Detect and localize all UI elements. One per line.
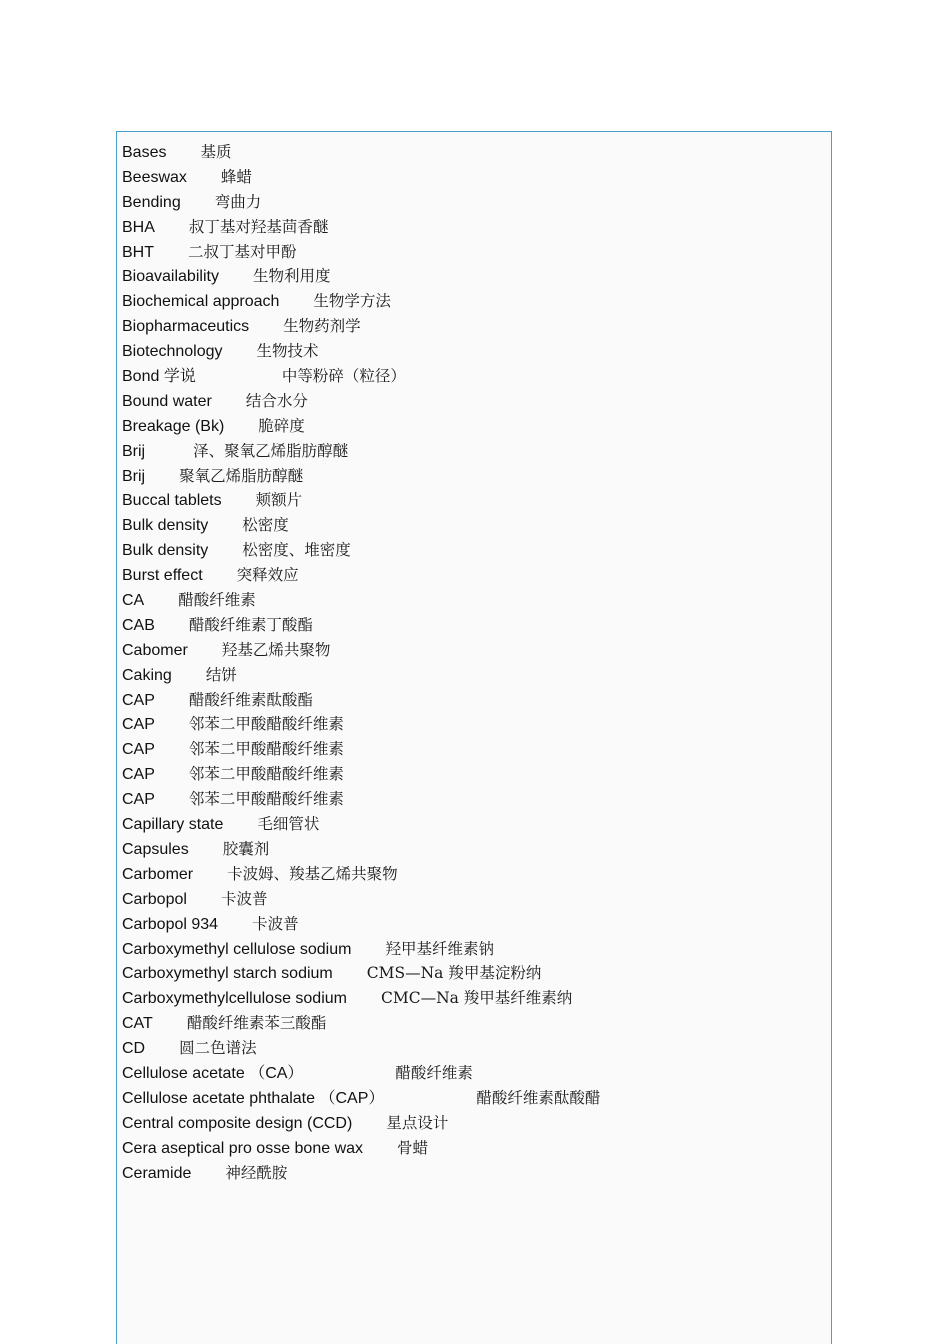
- glossary-term: Carbopol: [122, 890, 187, 908]
- glossary-meaning: 松密度、堆密度: [242, 541, 351, 560]
- glossary-term: Biopharmaceutics: [122, 318, 250, 336]
- glossary-term: Buccal tablets: [122, 492, 222, 510]
- glossary-entry: [122, 912, 600, 937]
- glossary-meaning: 生物利用度: [252, 267, 331, 286]
- glossary-entry: [122, 339, 600, 364]
- glossary-term: Bioavailability: [122, 268, 219, 286]
- glossary-entry: [122, 190, 600, 215]
- glossary-meaning: 突释效应: [236, 566, 299, 585]
- glossary-meaning: 脆碎度: [258, 416, 305, 435]
- glossary-meaning: 胶囊剂: [222, 839, 270, 858]
- glossary-meaning: 聚氧乙烯脂肪醇醚: [179, 466, 304, 485]
- glossary-term: CAP: [122, 691, 155, 709]
- glossary-entry: [122, 314, 600, 339]
- glossary-term: Beeswax: [122, 168, 187, 186]
- glossary-entry: [122, 887, 600, 912]
- glossary-term: CAB: [122, 616, 155, 634]
- glossary-entry: [122, 663, 600, 688]
- glossary-meaning: 毛细管状: [257, 815, 320, 834]
- glossary-term: Brij: [122, 467, 146, 485]
- glossary-meaning: 邻苯二甲酸醋酸纤维素: [188, 715, 344, 734]
- glossary-entry: [122, 588, 600, 613]
- glossary-term: BHA: [122, 218, 155, 236]
- glossary-entry: [122, 289, 600, 314]
- glossary-meaning: 生物技术: [256, 342, 319, 361]
- glossary-entry: [122, 464, 600, 489]
- glossary-meaning: 羟甲基纤维素钠: [385, 939, 494, 958]
- glossary-meaning: 中等粉碎（粒径）: [281, 367, 406, 386]
- glossary-meaning: 生物药剂学: [283, 317, 361, 336]
- glossary-term: Burst effect: [122, 567, 203, 585]
- glossary-meaning: 弯曲力: [214, 192, 262, 211]
- glossary-meaning: 基质: [200, 143, 232, 161]
- glossary-term: Biotechnology: [122, 343, 223, 361]
- glossary-entry: [122, 1011, 600, 1036]
- document-frame: [116, 131, 832, 1344]
- glossary-term: Capillary state: [122, 816, 224, 834]
- glossary-meaning: 蜂蜡: [220, 167, 252, 186]
- glossary-meaning: 松密度: [242, 516, 289, 535]
- glossary-term: CAP: [122, 791, 155, 809]
- glossary-term: Cellulose acetate phthalate （CAP）: [122, 1089, 385, 1107]
- glossary-meaning: 神经酰胺: [225, 1163, 288, 1182]
- glossary-meaning: 卡波普: [252, 914, 299, 933]
- glossary-entry: [122, 812, 600, 837]
- glossary-meaning: 结饼: [205, 665, 237, 684]
- glossary-term: CAP: [122, 716, 155, 734]
- glossary-term: Carbopol 934: [122, 915, 219, 933]
- glossary-entry: [122, 240, 600, 265]
- glossary-meaning: 卡波姆、羧基乙烯共聚物: [227, 864, 398, 883]
- glossary-meaning: CMC—Na 羧甲基纤维素纳: [380, 989, 573, 1008]
- glossary-term: Carboxymethyl cellulose sodium: [122, 940, 352, 958]
- glossary-term: Carboxymethylcellulose sodium: [122, 990, 347, 1008]
- glossary-term: Carboxymethyl starch sodium: [122, 965, 333, 983]
- glossary-entry: [122, 688, 600, 713]
- glossary-entry: [122, 538, 600, 563]
- glossary-meaning: 叔丁基对羟基茴香醚: [188, 217, 329, 236]
- glossary-meaning: 星点设计: [386, 1113, 449, 1132]
- glossary-term: Brij: [122, 442, 146, 460]
- glossary-term: Bond 学说: [122, 368, 196, 386]
- glossary-entry: [122, 414, 600, 439]
- glossary-meaning: 醋酸纤维素酞酸醋: [476, 1088, 601, 1107]
- glossary-meaning: 邻苯二甲酸醋酸纤维素: [188, 790, 344, 809]
- glossary-meaning: 醋酸纤维素: [178, 591, 256, 610]
- glossary-entry: [122, 1086, 600, 1111]
- glossary-entry: [122, 712, 600, 737]
- glossary-entry: [122, 389, 600, 414]
- glossary-meaning: 邻苯二甲酸醋酸纤维素: [188, 765, 344, 784]
- glossary-meaning: 二叔丁基对甲酚: [188, 242, 297, 261]
- glossary-meaning: 生物学方法: [313, 292, 391, 311]
- glossary-term: CAP: [122, 741, 155, 759]
- glossary-meaning: 骨蜡: [397, 1138, 429, 1157]
- glossary-meaning: 邻苯二甲酸醋酸纤维素: [188, 740, 344, 759]
- glossary-meaning: 卡波普: [220, 889, 268, 908]
- glossary-meaning: 醋酸纤维素苯三酸酯: [186, 1014, 327, 1033]
- glossary-term: Bending: [122, 193, 181, 211]
- glossary-entry: [122, 513, 600, 538]
- glossary-term: Biochemical approach: [122, 293, 280, 311]
- glossary-entry: [122, 264, 600, 289]
- glossary-term: Breakage (Bk): [122, 417, 225, 435]
- glossary-term: Bulk density: [122, 542, 209, 560]
- glossary-meaning: 醋酸纤维素: [395, 1063, 473, 1082]
- glossary-meaning: 圆二色谱法: [179, 1039, 257, 1058]
- glossary-list: [122, 140, 600, 1185]
- glossary-term: CAT: [122, 1015, 153, 1033]
- glossary-entry: [122, 1161, 600, 1186]
- glossary-term: Carbomer: [122, 865, 194, 883]
- glossary-term: Cera aseptical pro osse bone wax: [122, 1139, 364, 1157]
- glossary-entry: [122, 937, 600, 962]
- glossary-meaning: 醋酸纤维素丁酸酯: [188, 615, 313, 634]
- glossary-entry: [122, 837, 600, 862]
- glossary-entry: [122, 762, 600, 787]
- glossary-entry: [122, 165, 600, 190]
- glossary-entry: [122, 613, 600, 638]
- glossary-term: Bases: [122, 144, 167, 161]
- glossary-entry: [122, 961, 600, 986]
- glossary-entry: [122, 364, 600, 389]
- glossary-entry: [122, 563, 600, 588]
- glossary-term: Ceramide: [122, 1164, 192, 1182]
- glossary-term: CA: [122, 592, 145, 610]
- glossary-term: BHT: [122, 243, 154, 261]
- glossary-term: Bound water: [122, 392, 212, 410]
- glossary-entry: [122, 1111, 600, 1136]
- glossary-term: Bulk density: [122, 517, 209, 535]
- glossary-entry: [122, 862, 600, 887]
- glossary-term: CAP: [122, 766, 155, 784]
- glossary-term: Cellulose acetate （CA）: [122, 1064, 304, 1082]
- glossary-entry: [122, 1061, 600, 1086]
- glossary-entry: [122, 1036, 600, 1061]
- glossary-meaning: 醋酸纤维素酞酸酯: [188, 690, 313, 709]
- glossary-entry: [122, 737, 600, 762]
- glossary-term: Capsules: [122, 840, 189, 858]
- glossary-meaning: 泽、聚氧乙烯脂肪醇醚: [193, 441, 349, 460]
- glossary-entry: [122, 140, 600, 165]
- glossary-meaning: 结合水分: [245, 391, 308, 410]
- glossary-term: Caking: [122, 666, 172, 684]
- glossary-entry: [122, 439, 600, 464]
- glossary-meaning: 羟基乙烯共聚物: [221, 640, 331, 659]
- glossary-term: Central composite design (CCD): [122, 1114, 353, 1132]
- glossary-entry: [122, 1136, 600, 1161]
- glossary-entry: [122, 787, 600, 812]
- glossary-entry: [122, 215, 600, 240]
- glossary-entry: [122, 986, 600, 1011]
- glossary-entry: [122, 638, 600, 663]
- glossary-term: CD: [122, 1040, 146, 1058]
- glossary-meaning: 颊额片: [255, 491, 303, 510]
- glossary-entry: [122, 488, 600, 513]
- glossary-term: Cabomer: [122, 641, 188, 659]
- glossary-meaning: CMS—Na 羧甲基淀粉纳: [366, 964, 542, 983]
